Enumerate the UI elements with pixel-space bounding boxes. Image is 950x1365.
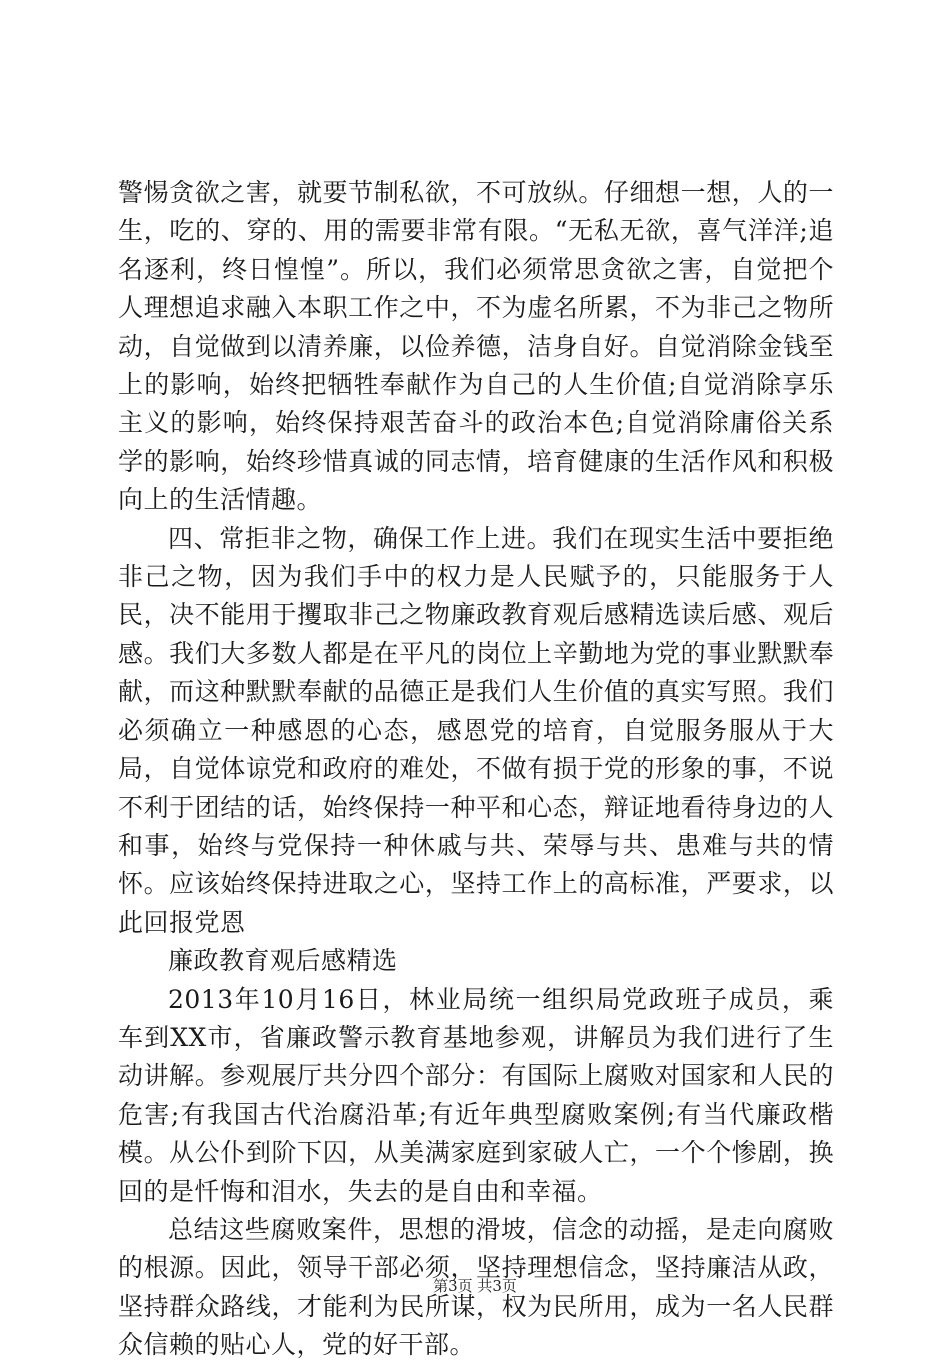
page-footer [0, 1276, 950, 1296]
paragraph-4: 总结这些腐败案件，思想的滑坡，信念的动摇，是走向腐败的根源。因此，领导干部必须，坚持理想信念，坚持廉洁从政，坚持群众路线，才能利为民所谋，权为民所用，成为一名人民群众信赖的贴心人，党的好干部。 [118, 1214, 834, 1360]
paragraph-1: 警惕贪欲之害，就要节制私欲，不可放纵。仔细想一想，人的一生，吃的、穿的、用的需要非常有限。“无私无欲，喜气洋洋;追名逐利，终日惶惶”。所以，我们必须常思贪欲之害，自觉把个人理想追求融入本职工作之中，不为虚名所累，不为非己之物所动，自觉做到以清养廉，以俭养德，洁身自好。自觉消除金钱至上的影响，始终把牺牲奉献作为自己的人生价值;自觉消除享乐主义的影响，始终保持艰苦奋斗的政治本色;自觉消除庸俗关系学的影响，始终珍惜真诚的同志情，培育健康的生活作风和积极向上的生活情趣。 [118, 178, 834, 515]
page-number: 第3页 共3页 [433, 1277, 517, 1295]
document-body [118, 174, 834, 1365]
paragraph-3: 2013年10月16日，林业局统一组织局党政班子成员，乘车到XX市，省廉政警示教育基地参观，讲解员为我们进行了生动讲解。参观展厅共分四个部分：有国际上腐败对国家和人民的危害;有我国古代治腐沿革;有近年典型腐败案例;有当代廉政楷模。从公仆到阶下囚，从美满家庭到家破人亡，一个个惨剧，换回的是忏悔和泪水，失去的是自由和幸福。 [118, 984, 834, 1206]
section-heading: 廉政教育观后感精选 [168, 946, 398, 976]
paragraph-2: 四、常拒非之物，确保工作上进。我们在现实生活中要拒绝非己之物，因为我们手中的权力是人民赋予的，只能服务于人民，决不能用于攫取非己之物廉政教育观后感精选读后感、观后感。我们大多数人都是在平凡的岗位上辛勤地为党的事业默默奉献，而这种默默奉献的品德正是我们人生价值的真实写照。我们必须确立一种感恩的心态，感恩党的培育，自觉服务服从于大局，自觉体谅党和政府的难处，不做有损于党的形象的事，不说不利于团结的话，始终保持一种平和心态，辩证地看待身边的人和事，始终与党保持一种休戚与共、荣辱与共、患难与共的情怀。应该始终保持进取之心，坚持工作上的高标准，严要求，以此回报党恩 [118, 523, 834, 937]
